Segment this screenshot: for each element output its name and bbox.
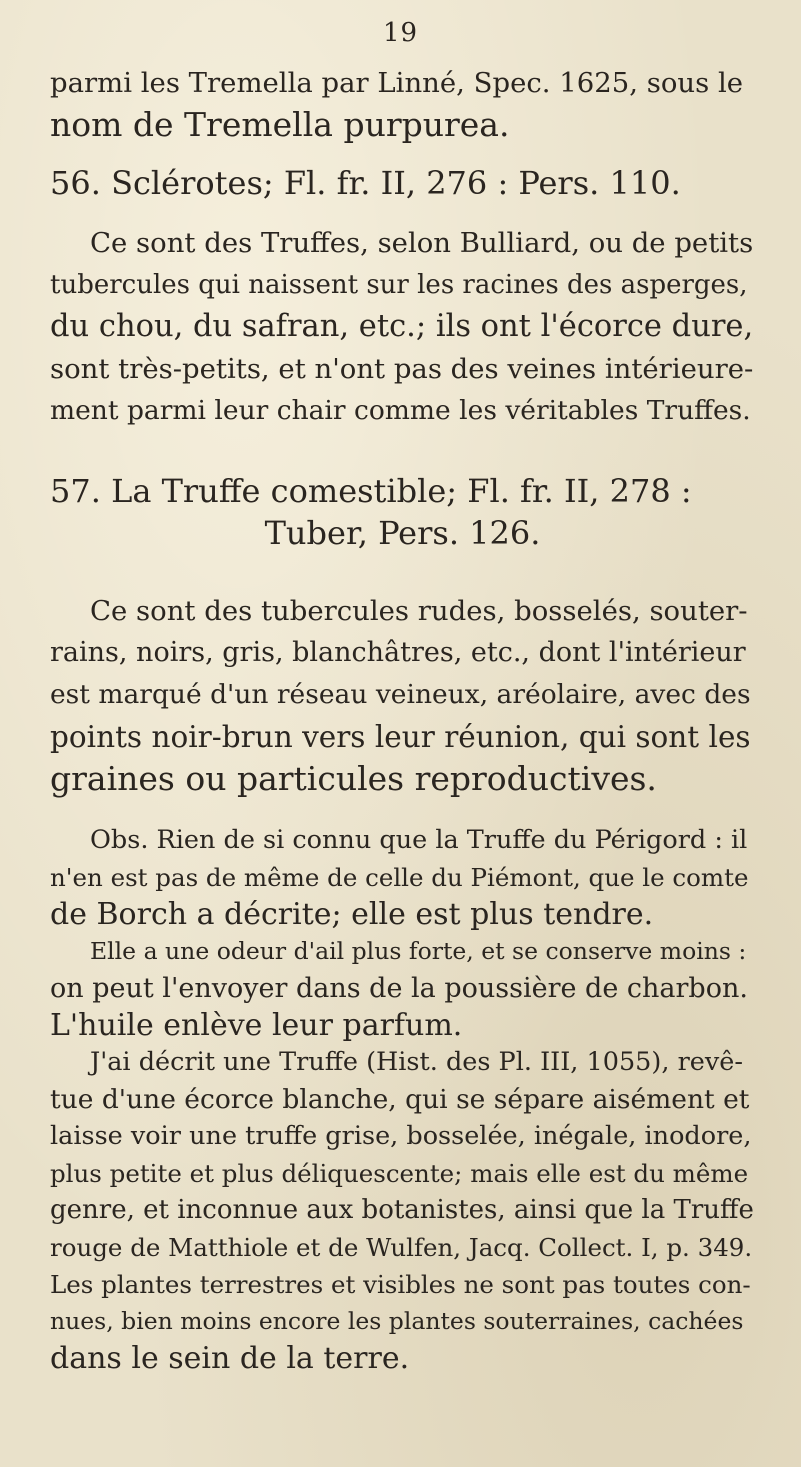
- text-line: tubercules qui naissent sur les racines des asperges,: [50, 270, 748, 300]
- entry-subheading: Tuber, Pers. 126.: [264, 514, 541, 552]
- text-line: points noir-brun vers leur réunion, qui sont les: [50, 720, 751, 754]
- text-line: Obs. Rien de si connu que la Truffe du Périgord : il: [90, 825, 748, 855]
- entry-heading: 57. La Truffe comestible; Fl. fr. II, 278 :: [50, 472, 692, 510]
- text-line: Les plantes terrestres et visibles ne sont pas toutes con-: [50, 1270, 751, 1299]
- text-line: tue d'une écorce blanche, qui se sépare aisément et: [50, 1084, 750, 1115]
- text-line: n'en est pas de même de celle du Piémont, que le comte: [50, 863, 749, 892]
- entry-heading: 56. Sclérotes; Fl. fr. II, 276 : Pers. 110.: [50, 164, 681, 202]
- text-line: Elle a une odeur d'ail plus forte, et se conserve moins :: [90, 937, 747, 965]
- entry-57: [50, 470, 755, 554]
- text-line: nom de Tremella purpurea.: [50, 105, 510, 144]
- text-line: ment parmi leur chair comme les véritables Truffes.: [50, 395, 751, 426]
- text-line: L'huile enlève leur parfum.: [50, 1008, 463, 1043]
- text-line: sont très-petits, et n'ont pas des veines intérieure-: [50, 353, 754, 385]
- text-line: du chou, du safran, etc.; ils ont l'écorce dure,: [50, 309, 754, 344]
- entry-56: [50, 162, 755, 204]
- entry-57-body: [50, 590, 755, 800]
- text-line: dans le sein de la terre.: [50, 1341, 410, 1376]
- text-line: de Borch a décrite; elle est plus tendre.: [50, 897, 654, 932]
- text-line: laisse voir une truffe grise, bosselée, inégale, inodore,: [50, 1121, 752, 1151]
- text-line: graines ou particules reproductives.: [50, 759, 657, 798]
- text-line: nues, bien moins encore les plantes souterraines, cachées: [50, 1307, 744, 1335]
- text-line: Ce sont des tubercules rudes, bosselés, souter-: [90, 595, 748, 627]
- text-line: on peut l'envoyer dans de la poussière de charbon.: [50, 973, 748, 1004]
- text-line: rains, noirs, gris, blanchâtres, etc., dont l'intérieur: [50, 637, 746, 668]
- text-line: Ce sont des Truffes, selon Bulliard, ou de petits: [90, 227, 754, 259]
- page-number: 19: [382, 18, 419, 48]
- text-line: est marqué d'un réseau veineux, aréolaire, avec des: [50, 679, 751, 710]
- text-line: parmi les Tremella par Linné, Spec. 1625, sous le: [50, 67, 744, 99]
- text-line: genre, et inconnue aux botanistes, ainsi que la Truffe: [50, 1195, 754, 1225]
- entry-56-body: [50, 222, 755, 432]
- text-line: rouge de Matthiole et de Wulfen, Jacq. Collect. I, p. 349.: [50, 1233, 753, 1262]
- text-line: plus petite et plus déliquescente; mais elle est du même: [50, 1159, 749, 1188]
- intro-paragraph: [50, 62, 755, 146]
- observations: [50, 822, 755, 1377]
- text-line: J'ai décrit une Truffe (Hist. des Pl. III, 1055), revê-: [90, 1047, 743, 1077]
